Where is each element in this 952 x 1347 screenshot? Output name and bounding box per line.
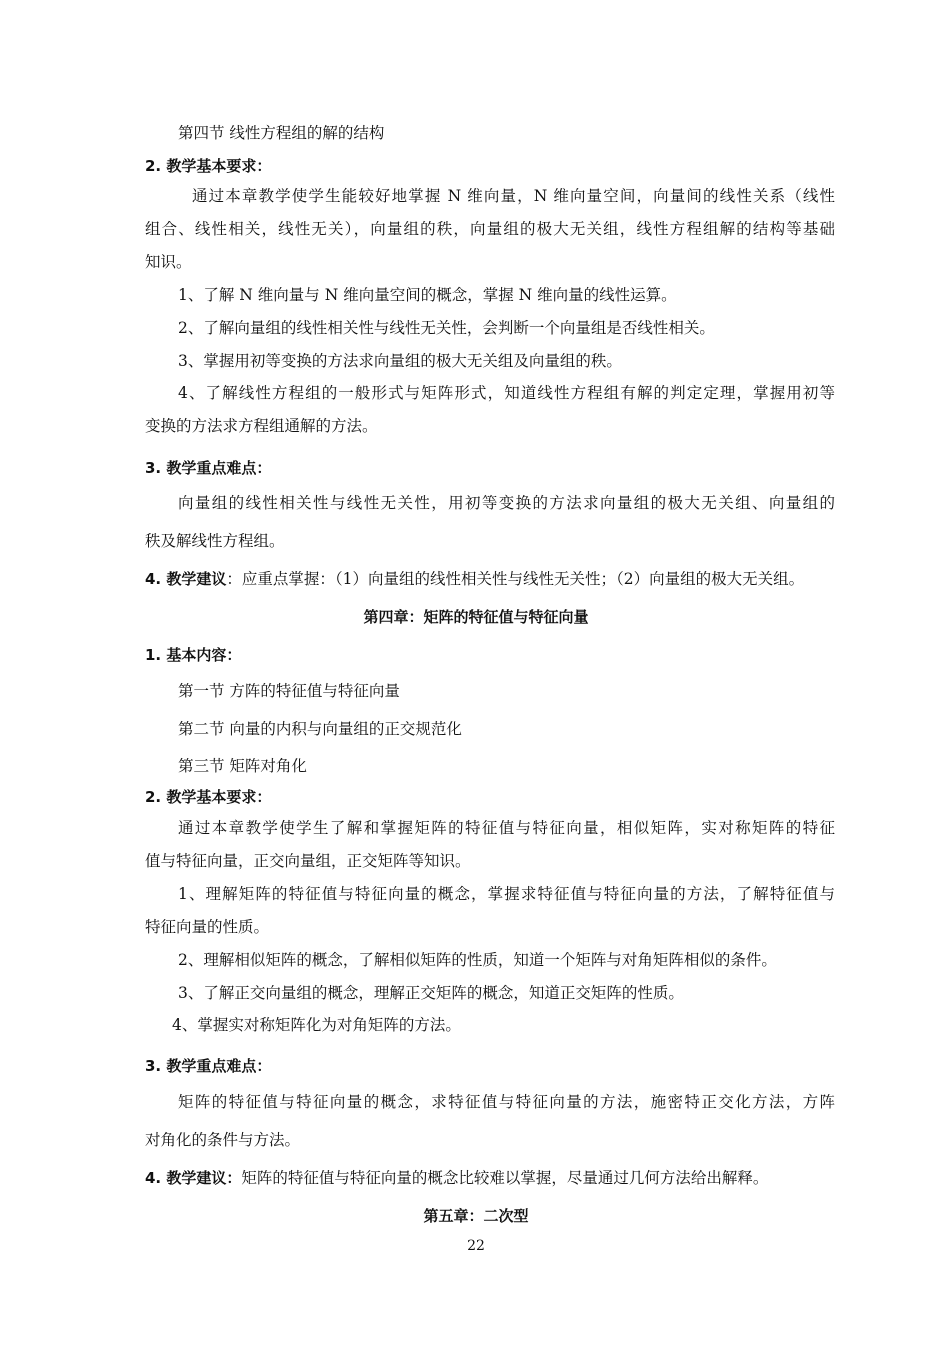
list-item: 3、了解正交向量组的概念，理解正交矩阵的概念，知道正交矩阵的性质。 (178, 984, 684, 1002)
list-item: 2、了解向量组的线性相关性与线性无关性，会判断一个向量组是否线性相关。 (178, 319, 715, 337)
subheading: 1. 基本内容： (145, 646, 242, 664)
page-number: 22 (467, 1238, 485, 1254)
paragraph-line: 通过本章教学使学生能较好地掌握 N 维向量，N 维向量空间，向量间的线性关系（线性 (192, 187, 835, 205)
section-heading: 第一节 方阵的特征值与特征向量 (178, 682, 400, 700)
section-heading: 第二节 向量的内积与向量组的正交规范化 (178, 720, 462, 738)
paragraph-line: 知识。 (145, 253, 192, 271)
paragraph-line: 矩阵的特征值与特征向量的概念，求特征值与特征向量的方法，施密特正交化方法，方阵 (178, 1093, 835, 1111)
subheading: 3. 教学重点难点： (145, 1057, 272, 1075)
section-heading: 第四节 线性方程组的解的结构 (178, 124, 385, 142)
chapter-title: 第五章：二次型 (423, 1207, 529, 1225)
list-item: 4、了解线性方程组的一般形式与矩阵形式，知道线性方程组有解的判定定理，掌握用初等 (178, 384, 835, 402)
paragraph-line: 向量组的线性相关性与线性无关性，用初等变换的方法求向量组的极大无关组、向量组的 (178, 494, 835, 512)
paragraph-line: 特征向量的性质。 (145, 918, 270, 936)
suggestion-line (145, 1167, 835, 1189)
paragraph-line: 对角化的条件与方法。 (145, 1131, 301, 1149)
paragraph-line: 值与特征向量，正交向量组，正交矩阵等知识。 (145, 852, 471, 870)
suggestion-label: 4. 教学建议： (145, 1169, 242, 1187)
suggestion-line (145, 568, 835, 590)
paragraph-line: 变换的方法求方程组通解的方法。 (145, 417, 378, 435)
list-item: 4、掌握实对称矩阵化为对角矩阵的方法。 (172, 1016, 461, 1034)
subheading: 2. 教学基本要求： (145, 788, 272, 806)
suggestion-text: ：应重点掌握：（1）向量组的线性相关性与线性无关性；（2）向量组的极大无关组。 (226, 570, 805, 588)
list-item: 2、理解相似矩阵的概念，了解相似矩阵的性质，知道一个矩阵与对角矩阵相似的条件。 (178, 951, 777, 969)
list-item: 1、理解矩阵的特征值与特征向量的概念，掌握求特征值与特征向量的方法，了解特征值与 (178, 885, 835, 903)
list-item: 3、掌握用初等变换的方法求向量组的极大无关组及向量组的秩。 (178, 352, 622, 370)
paragraph-line: 组合、线性相关，线性无关），向量组的秩，向量组的极大无关组，线性方程组解的结构等基础 (145, 220, 835, 238)
suggestion-text: 矩阵的特征值与特征向量的概念比较难以掌握，尽量通过几何方法给出解释。 (241, 1169, 769, 1187)
section-heading: 第三节 矩阵对角化 (178, 757, 307, 775)
paragraph-line: 通过本章教学使学生了解和掌握矩阵的特征值与特征向量，相似矩阵，实对称矩阵的特征 (178, 819, 835, 837)
subheading: 2. 教学基本要求： (145, 157, 272, 175)
paragraph-line: 秩及解线性方程组。 (145, 532, 285, 550)
list-item: 1、了解 N 维向量与 N 维向量空间的概念，掌握 N 维向量的线性运算。 (178, 286, 677, 304)
suggestion-label: 4. 教学建议 (145, 570, 227, 588)
subheading: 3. 教学重点难点： (145, 459, 272, 477)
chapter-title: 第四章：矩阵的特征值与特征向量 (363, 608, 589, 626)
